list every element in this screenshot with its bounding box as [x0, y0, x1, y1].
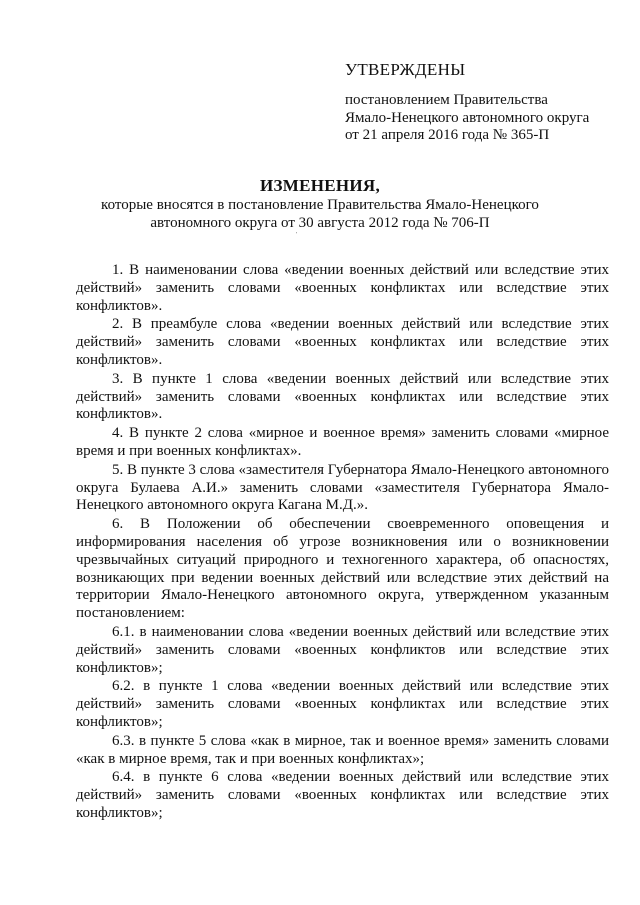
- change-paragraph: 1. В наименовании слова «ведении военных действий или вследствие этих действий» заменить словами «военных конфликтах или вследствие этих конфликтов».: [76, 262, 609, 314]
- approval-line: от 21 апреля 2016 года № 365-П: [345, 127, 550, 143]
- document-subtitle: [100, 196, 540, 232]
- approval-line: постановлением Правительства: [345, 92, 548, 108]
- changes-list: [76, 262, 609, 823]
- approval-line: Ямало-Ненецкого автономного округа: [345, 109, 590, 126]
- approval-title: УТВЕРЖДЕНЫ: [345, 60, 466, 79]
- document-title: ИЗМЕНЕНИЯ,: [259, 176, 381, 195]
- change-paragraph: 6.1. в наименовании слова «ведении военных действий или вследствие этих действий» заменить словами «военных конфликтов или вследствие этих конфликтов»;: [76, 623, 609, 676]
- subtitle-line: которые вносятся в постановление Правительства Ямало-Ненецкого: [101, 197, 539, 213]
- change-paragraph: 6. В Положении об обеспечении своевременного оповещения и информирования населения об угрозе возникновения или о возникновении чрезвычайных ситуаций природного и техногенного характера, об опасностях, возникающих при ведении военных действий или вследствие этих действий на территории Ямало-Ненецкого автономного округа, утвержденном указанным постановлением:: [76, 516, 609, 622]
- subtitle-line: автономного округа от 30 августа 2012 года № 706-П: [150, 215, 490, 231]
- change-paragraph: 3. В пункте 1 слова «ведении военных действий или вследствие этих действий» заменить словами «военных конфликтах или вследствие этих конфликтов».: [76, 370, 609, 423]
- approval-block: [345, 60, 615, 145]
- stray-mark: ': [296, 232, 298, 238]
- change-paragraph: 4. В пункте 2 слова «мирное и военное время» заменить словами «мирное время и при военных конфликтах».: [76, 425, 609, 459]
- change-paragraph: 6.2. в пункте 1 слова «ведении военных действий или вследствие этих действий» заменить словами «военных конфликтах или вследствие этих конфликтов»;: [76, 678, 609, 730]
- change-paragraph: 6.3. в пункте 5 слова «как в мирное, так и военное время» заменить словами «как в мирное время, так и при военных конфликтах»;: [76, 732, 609, 767]
- change-paragraph: 6.4. в пункте 6 слова «ведении военных действий или вследствие этих действий» заменить словами «военных конфликтах или вследствие этих конфликтов»;: [76, 769, 609, 821]
- change-paragraph: 2. В преамбуле слова «ведении военных действий или вследствие этих действий» заменить словами «военных конфликтах или вследствие этих конфликтов».: [76, 316, 609, 368]
- change-paragraph: 5. В пункте 3 слова «заместителя Губернатора Ямало-Ненецкого автономного округа Булаева А.И.» заменить словами «заместителя Губернатора Ямало-Ненецкого автономного округа Кагана М.Д.».: [76, 461, 609, 514]
